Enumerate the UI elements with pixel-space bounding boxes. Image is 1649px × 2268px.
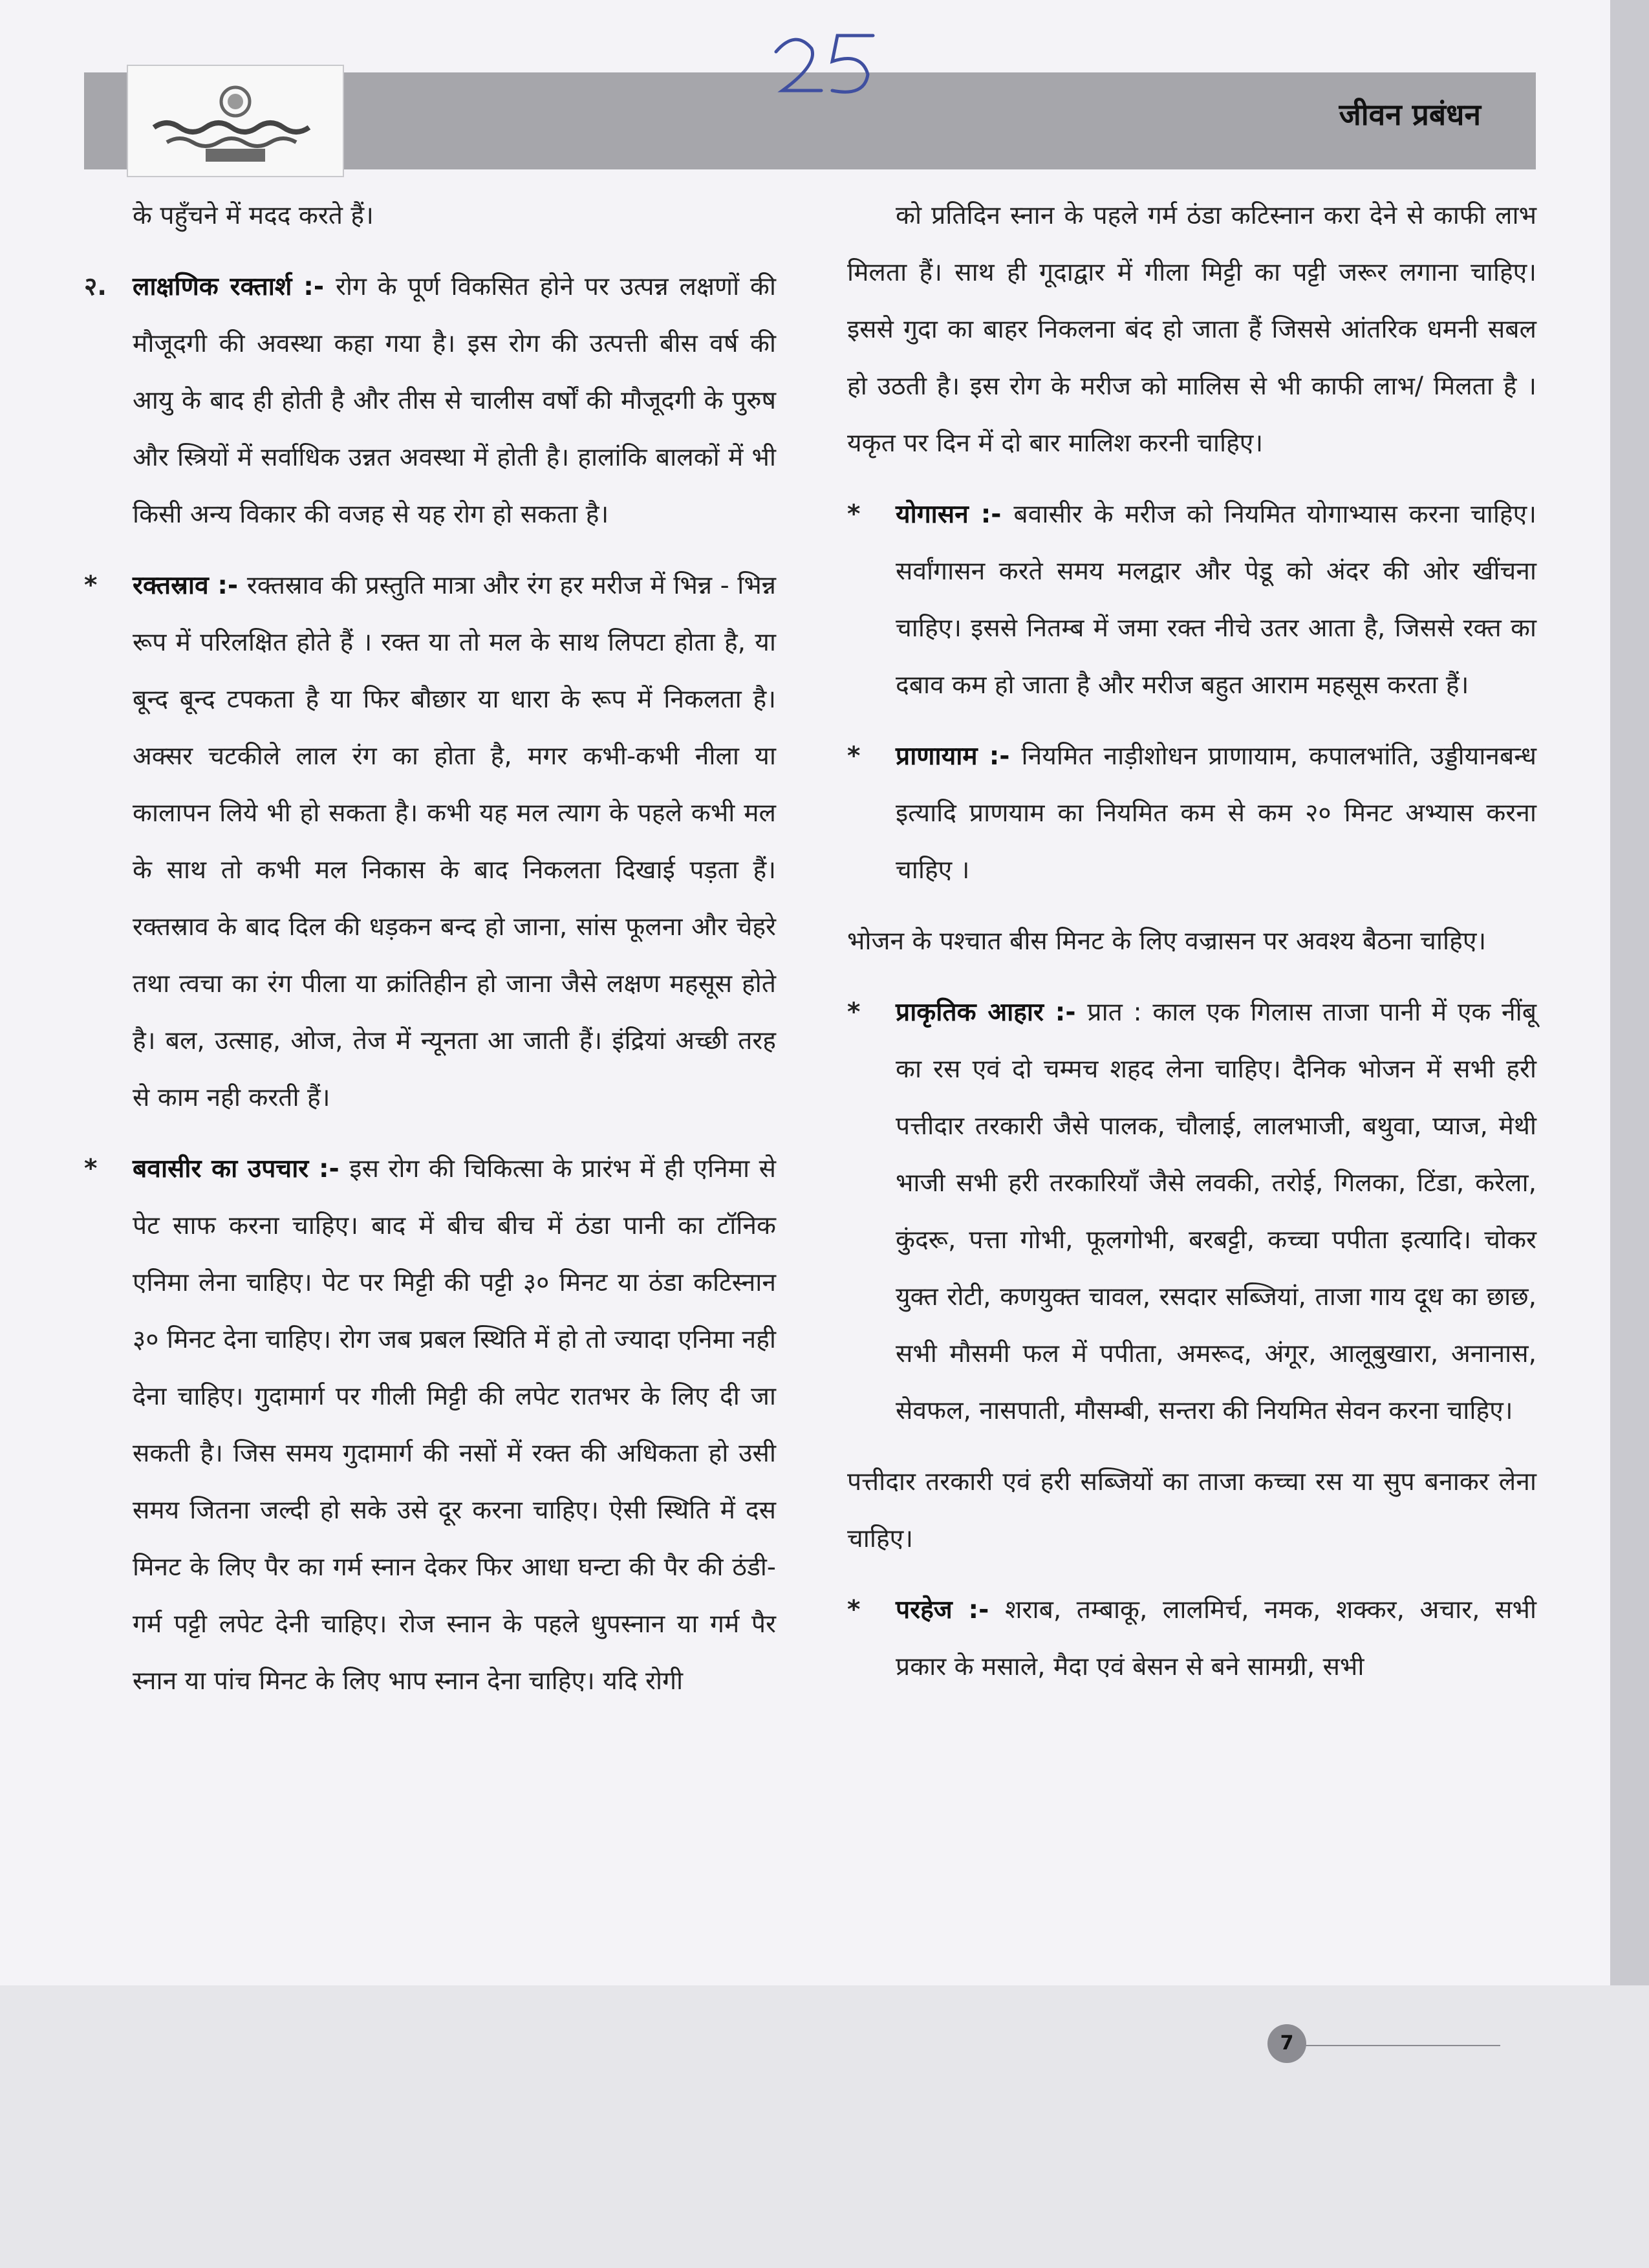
section-title: योगासन :- [896, 500, 1014, 529]
section-title: रक्तस्राव :- [133, 571, 247, 600]
asterisk-marker: * [847, 1595, 861, 1625]
section-title: लाक्षणिक रक्तार्श :- [133, 272, 336, 301]
logo-emblem [127, 65, 344, 177]
section-text: प्रात : काल एक गिलास ताजा पानी में एक नींबू का रस एवं दो चम्मच शहद लेना चाहिए। दैनिक भोजन में सभी हरी पत्तीदार तरकारी जैसे पालक, चौलाई, लालभाजी, बथुवा, प्याज, मेथी भाजी सभी हरी तरकारियाँ जैसे लवकी, तरोई, गिलका, टिंडा, करेला, कुंदरू, पत्ता गोभी, फूलगोभी, बरबट्टी, कच्चा पपीता इत्यादि। चोकर युक्त रोटी, कणयुक्त चावल, रसदार सब्जियां, ताजा गाय दूध का छाछ, सभी मौसमी फल में पपीता, अमरूद, अंगूर, आलूबुखारा, अनानास, सेवफल, नासपाती, मौसम्बी, सन्तरा की नियमित सेवन करना चाहिए। [896, 998, 1536, 1425]
section-text: इस रोग की चिकित्सा के प्रारंभ में ही एनिमा से पेट साफ करना चाहिए। बाद में बीच बीच में ठंडा पानी का टॉनिक एनिमा लेना चाहिए। पेट पर मिट्टी की पट्टी ३० मिनट या ठंडा कटिस्नान ३० मिनट देना चाहिए। रोग जब प्रबल स्थिति में हो तो ज्यादा एनिमा नही देना चाहिए। गुदामार्ग पर गीली मिट्टी की लपेट रातभर के लिए दी जा सकती है। जिस समय गुदामार्ग की नसों में रक्त की अधिकता हो उसी समय जितना जल्दी हो सके उसे दूर करना चाहिए। ऐसी स्थिति में दस मिनट के लिए पैर का गर्म स्नान देकर फिर आधा घन्टा की पैर की ठंडी-गर्म पट्टी लपेट देनी चाहिए। रोज स्नान के पहले धुपस्नान या गर्म पैर स्नान या पांच मिनट के लिए भाप स्नान देना चाहिए। यदि रोगी [133, 1154, 776, 1696]
section-title: प्राकृतिक आहार :- [896, 998, 1088, 1027]
left-column [84, 188, 776, 1724]
scan-bottom-margin [0, 1985, 1649, 2268]
section-title: प्राणायाम :- [896, 742, 1022, 771]
section-prakritik-aahar [847, 984, 1536, 1440]
section-text: शराब, तम्बाकू, लालमिर्च, नमक, शक्कर, अचार, सभी प्रकार के मसाले, मैदा एवं बेसन से बने सामग्री, सभी [896, 1595, 1536, 1681]
section-number: २. [84, 272, 107, 301]
page-number: 7 [1267, 2024, 1306, 2063]
left-intro: के पहुँचने में मदद करते हैं। [133, 201, 374, 230]
section-title: बवासीर का उपचार :- [133, 1154, 350, 1183]
page-edge-shadow [1610, 0, 1649, 1985]
header-title: जीवन प्रबंधन [1339, 97, 1481, 132]
section-text: रोग के पूर्ण विकसित होने पर उत्पन्न लक्षणों की मौजूदगी की अवस्था कहा गया है। इस रोग की उत्पत्ती बीस वर्ष की आयु के बाद ही होती है और तीस से चालीस वर्षों की मौजूदगी के पुरुष और स्त्रियों में सर्वाधिक उन्नत अवस्था में होती है। हालांकि बालकों में भी किसी अन्य विकार की वजह से यह रोग हो सकता है। [133, 272, 776, 529]
juice-paragraph: पत्तीदार तरकारी एवं हरी सब्जियों का ताजा कच्चा रस या सुप बनाकर लेना चाहिए। [847, 1467, 1536, 1553]
handwritten-page-number [763, 26, 892, 103]
asterisk-marker: * [847, 998, 861, 1027]
asterisk-marker: * [847, 500, 861, 529]
vajrasan-paragraph: भोजन के पश्चात बीस मिनट के लिए वज्रासन पर अवश्य बैठना चाहिए। [847, 927, 1487, 956]
section-parhej [847, 1582, 1536, 1696]
section-text: रक्तस्राव की प्रस्तुति मात्रा और रंग हर मरीज में भिन्न - भिन्न रूप में परिलक्षित होते हैं । रक्त या तो मल के साथ लिपटा होता है, या बून्द बून्द टपकता है या फिर बौछार या धारा के रूप में निकलता है। अक्सर चटकीले लाल रंग का होता है, मगर कभी-कभी नीला या कालापन लिये भी हो सकता है। कभी यह मल त्याग के पहले कभी मल के साथ तो कभी मल निकास के बाद निकलता दिखाई पड़ता हैं। रक्तस्राव के बाद दिल की धड़कन बन्द हो जाना, सांस फूलना और चेहरे तथा त्वचा का रंग पीला या क्रांतिहीन हो जाना जैसे लक्षण महसूस होते है। बल, उत्साह, ओज, तेज में न्यूनता आ जाती हैं। इंद्रियां अच्छी तरह से काम नही करती हैं। [133, 571, 777, 1112]
section-text: बवासीर के मरीज को नियमित योगाभ्यास करना चाहिए। सर्वांगासन करते समय मलद्वार और पेडू को अंदर की ओर खींचना चाहिए। इससे नितम्ब में जमा रक्त नीचे उतर आता है, जिससे रक्त का दबाव कम हो जाता है और मरीज बहुत आराम महसूस करता हैं। [896, 500, 1536, 700]
section-treatment [84, 1141, 776, 1710]
section-text: नियमित नाड़ीशोधन प्राणायाम, कपालभांति, उड्डीयानबन्ध इत्यादि प्राणयाम का नियमित कम से कम २० मिनट अभ्यास करना चाहिए । [896, 742, 1537, 885]
section-raktasrav [84, 557, 776, 1127]
asterisk-marker: * [847, 742, 861, 771]
section-yogasan [847, 486, 1536, 714]
section-pranayam [847, 728, 1536, 899]
right-column [847, 188, 1536, 1710]
section-lakshanik-raktarsh [84, 259, 776, 543]
asterisk-marker: * [84, 571, 98, 600]
right-continuation: को प्रतिदिन स्नान के पहले गर्म ठंडा कटिस्नान करा देने से काफी लाभ मिलता हैं। साथ ही गूदाद्वार में गीला मिट्टी का पट्टी जरूर लगाना चाहिए। इससे गुदा का बाहर निकलना बंद हो जाता हैं जिससे आंतरिक धमनी सबल हो उठती है। इस रोग के मरीज को मालिस से भी काफी लाभ/ मिलता है । यकृत पर दिन में दो बार मालिश करनी चाहिए। [847, 201, 1536, 458]
footer-rule [1300, 2045, 1500, 2046]
section-title: परहेज :- [896, 1595, 1005, 1625]
asterisk-marker: * [84, 1154, 98, 1183]
